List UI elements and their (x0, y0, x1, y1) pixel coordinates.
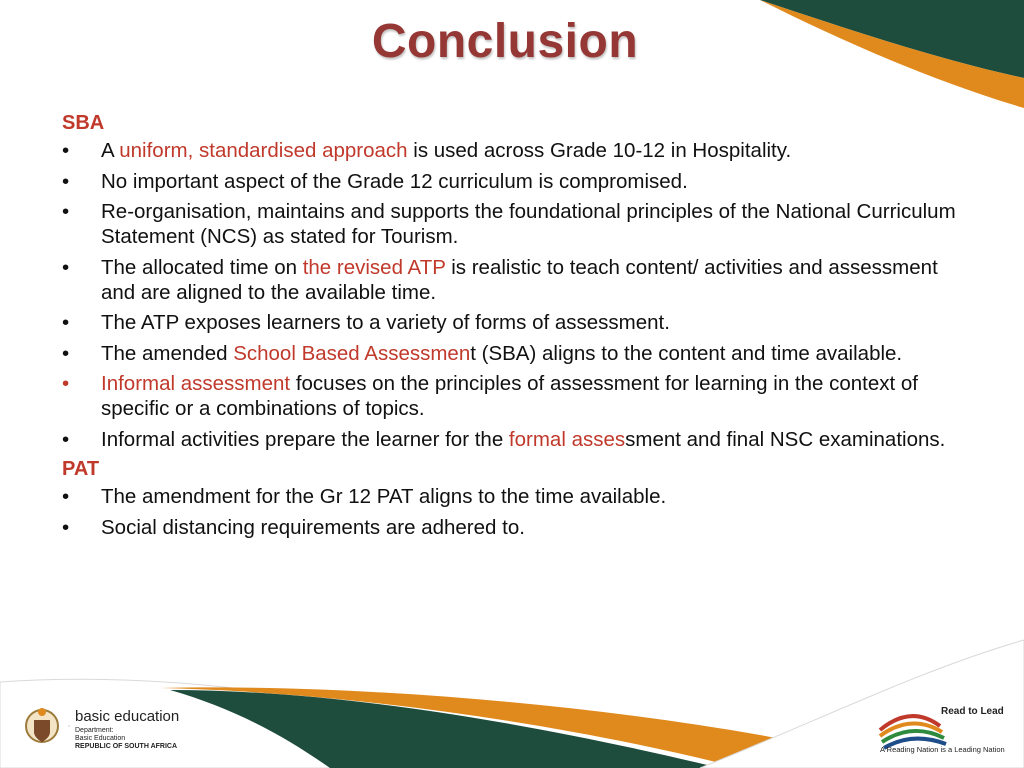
text: No important aspect of the Grade 12 curriculum is compromised. (101, 169, 688, 193)
pat-list (62, 484, 962, 540)
department-label (75, 727, 177, 751)
text: The amendment for the Gr 12 PAT aligns to the time available. (101, 485, 667, 508)
highlight: the revised ATP (302, 255, 446, 279)
dept-line: Department: (75, 727, 114, 734)
highlight: uniform, standardised approach (119, 139, 408, 162)
dept-line: REPUBLIC OF SOUTH AFRICA (75, 743, 178, 750)
campaign-tagline: A Reading Nation is a Leading Nation (880, 745, 1005, 754)
section-heading-sba: SBA (62, 112, 105, 134)
list-item (62, 199, 962, 249)
bullet: • (62, 200, 70, 223)
bullet: • (62, 485, 70, 508)
text: Informal activities prepare the learner for the (101, 427, 509, 451)
section-heading-pat: PAT (62, 458, 100, 480)
highlight: Informal assessment (101, 372, 291, 395)
text: The allocated time on (101, 255, 303, 279)
bullet: • (62, 515, 70, 539)
bullet: • (62, 139, 70, 162)
list-item (62, 341, 962, 366)
dept-line: Basic Education (75, 735, 126, 742)
bullet: • (62, 341, 70, 365)
highlight: formal asses (508, 427, 626, 451)
text: focuses on the principles of assessment for learning in the context of specific or a combinations of topics. (101, 372, 918, 420)
text: A (101, 139, 120, 162)
sba-list (62, 138, 962, 452)
text: is realistic to teach content/ activities and assessment and are aligned to the available time. (101, 255, 938, 304)
bullet: • (62, 169, 70, 193)
list-item (62, 138, 962, 163)
campaign-name: Read to Lead (941, 706, 1004, 717)
org-name: basic education (75, 708, 180, 725)
text: Re-organisation, maintains and supports the foundational principles of the National Curriculum Statement (NCS) as stated for Tourism. (101, 200, 956, 248)
text: sment and final NSC examinations. (625, 427, 946, 451)
bullet: • (62, 372, 70, 395)
bullet: • (62, 427, 70, 451)
page-title: Conclusion (371, 15, 639, 68)
list-item (62, 427, 962, 452)
list-item (62, 484, 962, 509)
list-item (62, 169, 962, 194)
list-item (62, 255, 962, 305)
text: The ATP exposes learners to a variety of forms of assessment. (101, 311, 670, 334)
highlight: School Based Assessmen (233, 341, 471, 365)
text: The amended (101, 341, 234, 365)
list-item (62, 310, 962, 335)
list-item (62, 371, 962, 421)
list-item (62, 515, 962, 540)
bullet: • (62, 311, 70, 334)
text: t (SBA) aligns to the content and time available. (470, 341, 903, 365)
text: Social distancing requirements are adhered to. (101, 515, 525, 539)
text: is used across Grade 10-12 in Hospitality. (407, 139, 792, 162)
slide-content (62, 107, 962, 545)
bullet: • (62, 255, 70, 279)
